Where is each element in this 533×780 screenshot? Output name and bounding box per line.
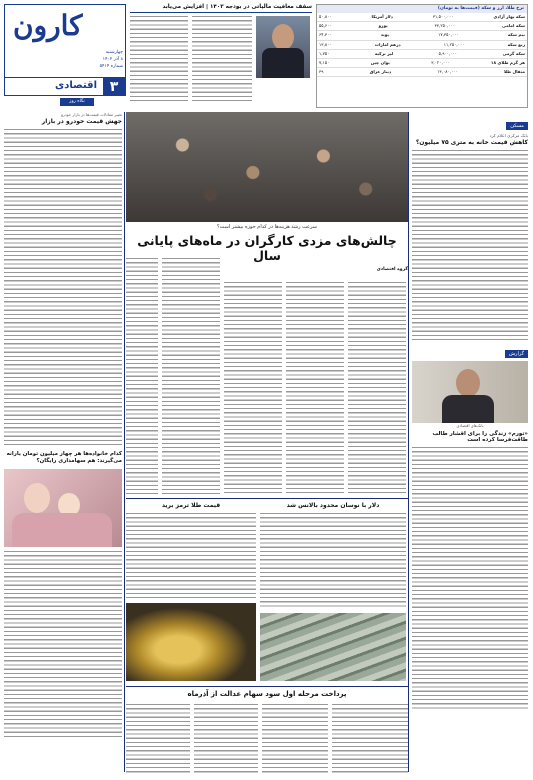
crowd-photo <box>126 112 408 222</box>
section-bar <box>5 77 125 95</box>
dollar-title: دلار با نوسان محدود بالانس شد <box>286 502 380 509</box>
lead-title: چالش‌های مزدی کارگران در ماه‌های پایانی سال <box>137 233 397 263</box>
gold-title: قیمت طلا ترمز برید <box>161 502 221 509</box>
page-number: ۳ <box>103 78 125 96</box>
rate-cell: سکه بهار آزادی <box>493 14 525 19</box>
cars-kicker: تغییر معادلات قیمت‌ها در بازار خودرو <box>60 112 122 117</box>
logo <box>5 5 125 47</box>
housing-tag: مسکن <box>506 122 528 130</box>
rate-cell: ۵,۹۰۰,۰۰۰ <box>438 50 458 56</box>
rate-cell: لیر ترکیه <box>374 50 394 56</box>
rate-row <box>317 50 527 59</box>
dollar-story <box>260 502 406 682</box>
rate-cell: ۵۰,۸۰۰ <box>319 14 332 19</box>
interview-tag: گزارش <box>505 350 528 358</box>
rate-row <box>317 68 527 77</box>
rate-cell: سکه امامی <box>502 23 525 29</box>
rate-cell: نیم سکه <box>507 32 525 38</box>
mother-child-photo <box>4 469 122 547</box>
masthead-day: چهارشنبه <box>105 50 123 55</box>
subsidy-title: کدام خانواده‌ها هر چهار میلیون تومان یارانه می‌گیرند: هم سهامداری رایگان؟ <box>6 451 122 464</box>
interview-title: «تورم» زندگی را برای اقشار طالب طاقت‌فرسا کرده است <box>432 431 528 443</box>
rates-title: نرخ طلا، ارز و سکه (قیمت‌ها به تومان) <box>317 5 527 13</box>
rate-row <box>317 59 527 68</box>
right-column <box>412 112 528 776</box>
minister-photo <box>256 16 310 78</box>
rate-cell: ۱۷,۳۵۰,۰۰۰ <box>438 32 459 38</box>
lead-byline: گروه اقتصادی <box>376 267 408 272</box>
rate-cell: ربع سکه <box>507 41 525 47</box>
rate-cell: ۱۱,۲۵۰,۰۰۰ <box>443 41 465 47</box>
rate-row <box>317 31 527 40</box>
rates-table <box>316 4 528 108</box>
housing-title: کاهش قیمت خانه به متری ۷۵ میلیون؟ <box>415 139 528 146</box>
rate-cell: دلار آمریکا <box>371 14 393 19</box>
rate-cell: پوند <box>380 32 389 38</box>
cars-title: جهش قیمت خودرو در بازار <box>41 118 122 125</box>
section-name: اقتصادی <box>55 80 97 91</box>
rate-cell: دینار عراق <box>369 69 392 75</box>
shares-title: پرداخت مرحله اول سود سهام عدالت از آذرماه <box>187 690 347 698</box>
top-story <box>130 4 312 104</box>
dollar-photo <box>260 613 406 681</box>
masthead-issue: شماره ۵۴۱۴ <box>99 64 123 69</box>
rate-cell: ۳۳,۲۵۰,۰۰۰ <box>434 23 456 29</box>
masthead <box>4 4 126 96</box>
rate-cell: یوان چین <box>370 60 390 66</box>
interview-caption: بانک‌های اقتصادی <box>456 423 484 428</box>
rate-cell: ۵۵,۶۰۰ <box>319 23 332 29</box>
interview-photo <box>412 361 528 423</box>
rate-cell: ۶۴,۳۰۰ <box>319 32 332 38</box>
rate-cell: ۱,۷۵۰ <box>319 50 330 56</box>
rate-cell: هر گرم طلای ۱۸ <box>490 60 525 66</box>
gold-photo <box>126 603 256 681</box>
rate-cell: درهم امارات <box>374 41 401 47</box>
masthead-date: ۸ آذر ۱۴۰۲ <box>102 57 123 62</box>
editor-tag: نگاه روز <box>60 98 94 106</box>
rate-cell: ۳۹ <box>319 69 324 75</box>
shares-story <box>126 690 408 776</box>
rates-body <box>317 13 527 77</box>
rate-cell: ۳,۰۲۰,۰۰۰ <box>431 60 450 66</box>
rate-cell: مثقال طلا <box>503 69 525 75</box>
lead-kicker: سرعت رشد هزینه‌ها در کدام حوزه بیشتر است؟ <box>217 224 317 230</box>
rate-row <box>317 13 527 22</box>
housing-kicker: بانک مرکزی اعلام کرد <box>489 133 528 138</box>
left-column <box>4 112 122 776</box>
rate-cell: ۱۳,۸۰۰ <box>319 41 332 47</box>
rate-row <box>317 41 527 50</box>
rate-cell: سکه گرمی <box>502 50 525 56</box>
logo-text: کارون <box>13 9 83 42</box>
gold-story <box>126 502 256 682</box>
rate-cell: ۷,۱۵۰ <box>319 60 330 66</box>
rate-cell: ۳۱,۵۰۰,۰۰۰ <box>432 14 454 19</box>
rate-cell: یورو <box>378 23 388 29</box>
top-story-title: سقف معافیت مالیاتی در بودجه ۱۴۰۳ | افزایش می‌یابد <box>130 4 312 13</box>
rate-cell: ۱۳,۰۸۰,۰۰۰ <box>437 69 458 75</box>
rate-row <box>317 22 527 31</box>
